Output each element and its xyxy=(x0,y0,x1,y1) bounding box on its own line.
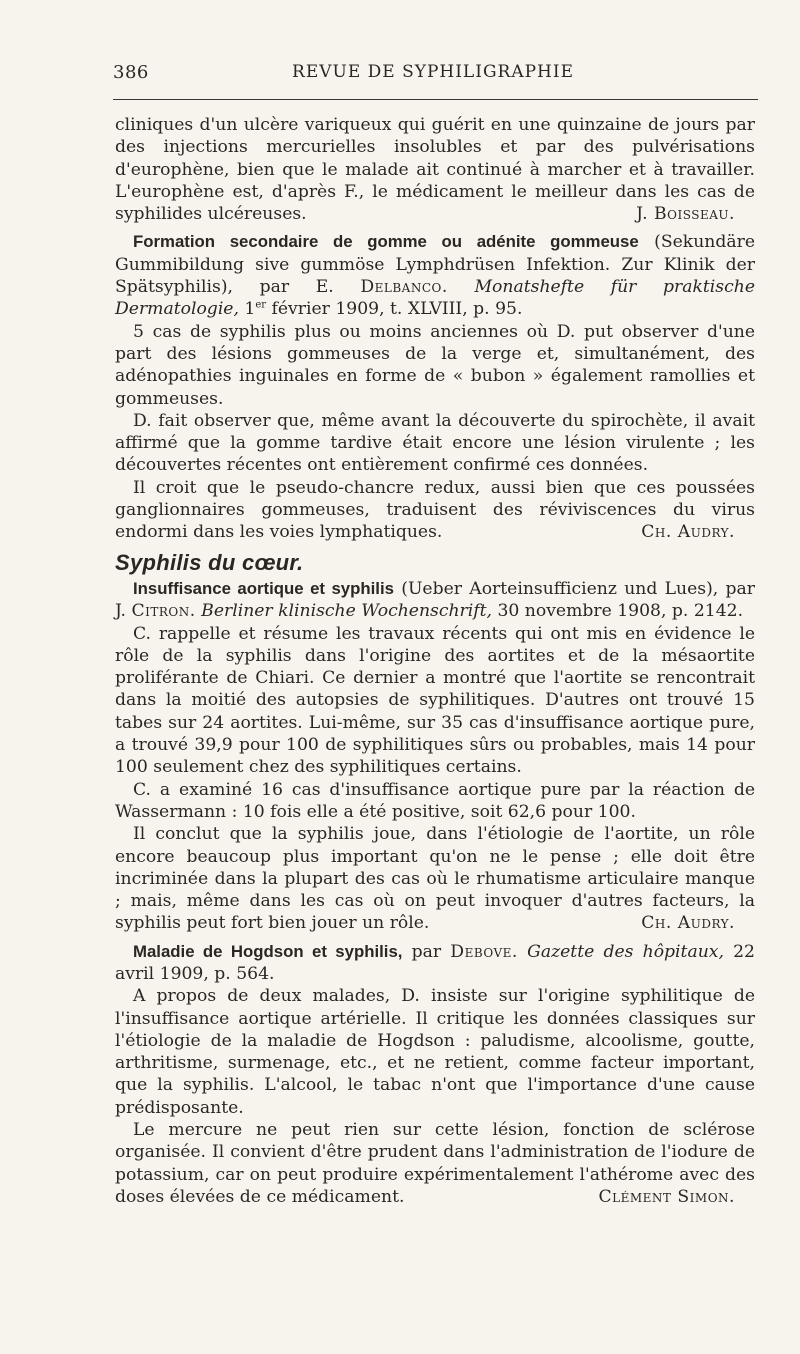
entry2-paragraph-2: D. fait observer que, même avant la découverte du spirochète, il avait affirmé que la gomme tardive était encore une lésion virulente ; les découvertes récentes ont entièrement confirmé ces données. xyxy=(115,410,755,476)
entry4-date: 22 avril 1909, p. 564. xyxy=(115,941,755,984)
entry4-paragraph-2 xyxy=(115,1119,755,1208)
entry1-signature: J. Boisseau. xyxy=(636,204,735,225)
entry4-heading xyxy=(115,941,755,986)
header-rule xyxy=(113,99,758,100)
entry2-paragraph-3 xyxy=(115,477,755,544)
entry3-signature: Ch. Audry. xyxy=(641,913,735,934)
entry2-date-num: 1 xyxy=(244,299,256,320)
entry4-author: Debove. xyxy=(450,941,518,962)
entry3-heading xyxy=(115,578,755,623)
entry4-signature-text: Clément Simon. xyxy=(598,1186,735,1207)
page-header xyxy=(113,62,753,90)
entry3-paragraph-3 xyxy=(115,823,755,934)
entry2-heading xyxy=(115,231,755,320)
entry2-author: Delbanco. xyxy=(360,277,448,298)
entry2-date-rest: février 1909, t. XLVIII, p. 95. xyxy=(266,299,523,320)
entry4-paragraph-2-text: Le mercure ne peut rien sur cette lésion, fonction de sclérose organisée. Il convient d'être prudent dans l'administration de l'iodure de potassium, car on peut produire expérimentalement l'athérome avec des doses élevées de ce médicament. xyxy=(115,1120,755,1207)
entry2-title: Formation secondaire de gomme ou adénite gommeuse xyxy=(133,232,639,252)
entry3-title-rest: (Ueber Aorteinsufficienz und Lues), par J. xyxy=(115,578,755,622)
entry2-signature: Ch. Audry. xyxy=(641,522,735,543)
entry4-journal: Gazette des hôpitaux, xyxy=(517,941,724,962)
entry3-date: 30 novembre 1908, p. 2142. xyxy=(491,601,744,622)
entry2-paragraph-3-text: Il croit que le pseudo-chancre redux, aussi bien que ces poussées ganglionnaires gommeuses, traduisent des réviviscences du virus endormi dans les voies lymphatiques. xyxy=(115,477,755,543)
entry2-date-sup: er xyxy=(255,299,267,311)
entry3-title: Insuffisance aortique et syphilis xyxy=(133,578,394,598)
entry3-paragraph-1: C. rappelle et résume les travaux récents qui ont mis en évidence le rôle de la syphilis dans l'origine des aortites et de la mésaortite proliférante de Chiari. Ce dernier a montré que l'aortite se rencontrait dans la moitié des autopsies de syphilitiques. D'autres ont trouvé 15 tabes sur 24 aortites. Lui-même, sur 35 cas d'insuffisance aortique pure, a trouvé 39,9 pour 100 de syphilitiques sûrs ou probables, mais 14 pour 100 seulement chez des syphilitiques certains. xyxy=(115,623,755,778)
section-title: Syphilis du cœur. xyxy=(115,549,304,575)
entry2-journal: Monatshefte für praktische Dermatologie, xyxy=(115,277,755,320)
entry3-journal: Berliner klinische Wochenschrift, xyxy=(195,601,492,622)
entry3-paragraph-2: C. a examiné 16 cas d'insuffisance aortique pure par la réaction de Wassermann : 10 fois elle a été positive, soit 62,6 pour 100. xyxy=(115,779,755,822)
running-title: REVUE DE SYPHILIGRAPHIE xyxy=(292,62,574,82)
page-number: 386 xyxy=(113,62,149,83)
article-body xyxy=(115,114,755,1208)
entry2-title-rest: (Sekundäre Gummibildung sive gummöse Lymphdrüsen Infektion. Zur Klinik der Spätsyphilis), par E. xyxy=(115,232,755,298)
entry3-paragraph-3-text: Il conclut que la syphilis joue, dans l'étiologie de l'aortite, un rôle encore beaucoup plus important qu'on ne le pense ; elle doit être incriminée dans la plupart des cas où le rhumatisme articulaire manque ; mais, même dans les cas où on peut invoquer d'autres facteurs, la syphilis peut fort bien jouer un rôle. xyxy=(115,824,755,934)
entry4-title: Maladie de Hogdson et syphilis, xyxy=(133,941,403,961)
entry4-paragraph-1: A propos de deux malades, D. insiste sur l'origine syphilitique de l'insuffisance aortique artérielle. Il critique les données classiques sur l'étiologie de la maladie de Hogdson : paludisme, alcoolisme, goutte, arthritisme, surmenage, etc., et ne retient, comme facteur important, que la syphilis. L'alcool, le tabac n'ont que l'importance d'une cause prédisposante. xyxy=(115,986,755,1118)
entry3-author: Citron. xyxy=(131,601,196,622)
entry4-signature xyxy=(581,1186,756,1208)
entry4-title-rest: par xyxy=(402,941,451,962)
entry2-paragraph-1: 5 cas de syphilis plus ou moins anciennes où D. put observer d'une part des lésions gommeuses de la verge et, simultanément, des adénopathies inguinales en forme de « bubon » également ramollies et gommeuses. xyxy=(115,321,755,409)
entry1-paragraph xyxy=(115,114,755,225)
entry1-text: cliniques d'un ulcère variqueux qui guérit en une quinzaine de jours par des injections mercurielles insolubles et par des pulvérisations d'europhène, bien que le malade ait continué à marcher et à travailler. L'europhène est, d'après F., le médicament le meilleur dans les cas de syphilides ulcéreuses. xyxy=(115,115,755,225)
